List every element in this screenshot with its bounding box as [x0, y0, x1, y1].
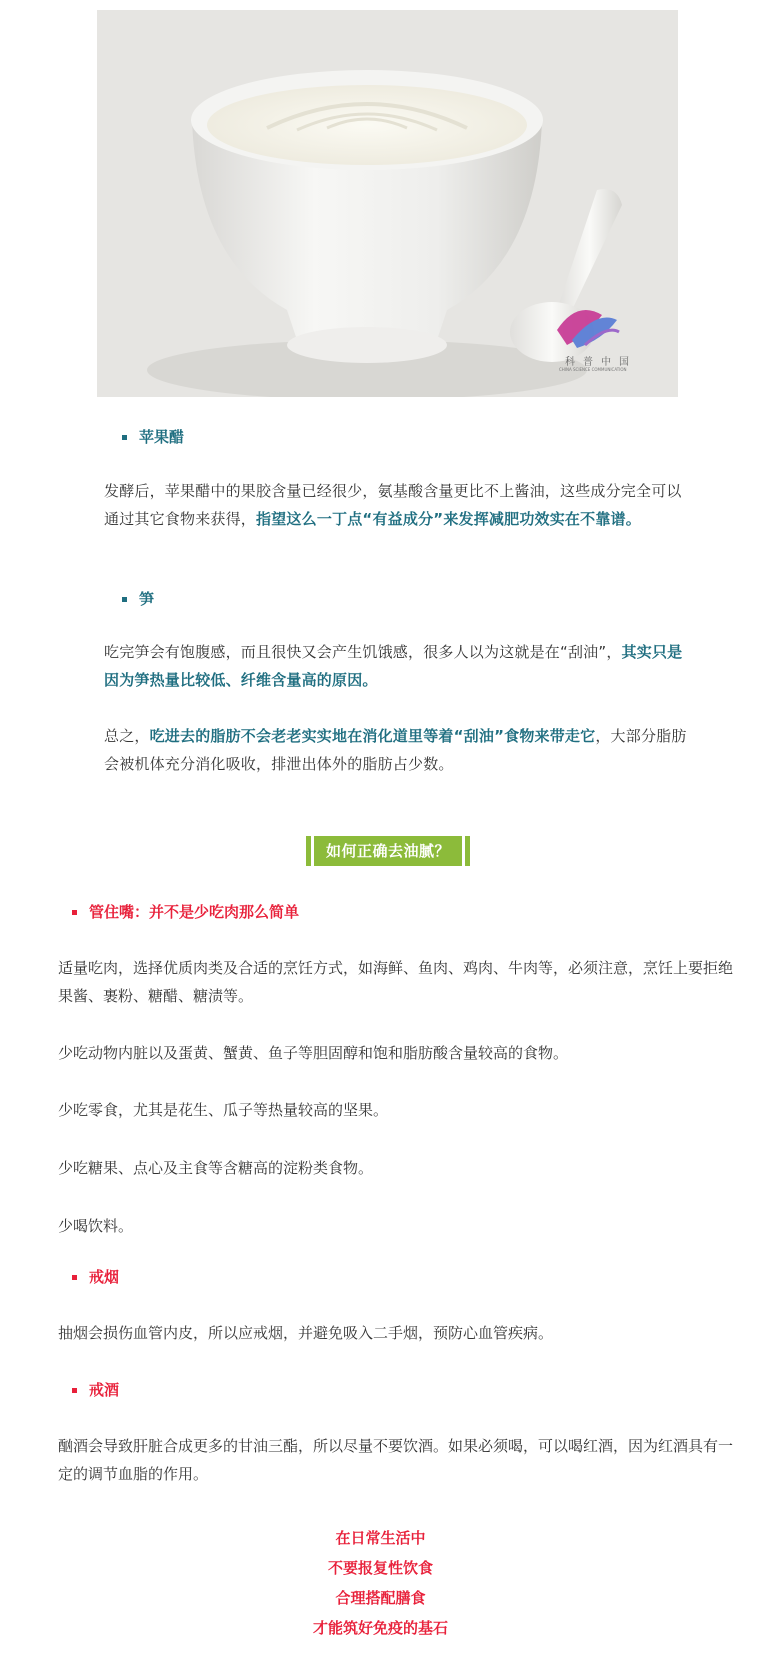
paragraph-bamboo-shoot [104, 638, 692, 694]
section-title: 如何正确去油腻？ [314, 836, 462, 866]
heading-apple-vinegar [122, 427, 184, 447]
bamboo-shoot-highlight: 其实只是因为笋热量比较低、纤维含量高的原因。 [104, 643, 683, 689]
bullet-square-icon [72, 910, 77, 915]
apple-vinegar-text: 发酵后，苹果醋中的果胶含量已经很少，氨基酸含量更比不上酱油，这些成分完全可以通过其它食物来获得， [104, 482, 682, 528]
heading-mouth-control-text: 管住嘴：并不是少吃肉那么简单 [89, 903, 300, 921]
paragraph-sugar: 少吃糖果、点心及主食等含糖高的淀粉类食物。 [58, 1159, 374, 1177]
closing-line-2: 不要报复性饮食 [327, 1559, 433, 1577]
summary-highlight: 吃进去的脂肪不会老老实实地在消化道里等着“刮油”食物来带走它 [149, 727, 596, 745]
watermark-text: 科普中国 [565, 357, 637, 368]
yogurt-bowl-image [97, 10, 678, 397]
bullet-square-icon [122, 435, 127, 440]
heading-apple-vinegar-text: 苹果醋 [139, 428, 185, 446]
closing-line-1: 在日常生活中 [335, 1529, 426, 1547]
summary-text-after: ，大部分脂肪会被机体充分消化吸收，排泄出体外的脂肪占少数。 [104, 727, 687, 773]
heading-quit-alcohol-text: 戒酒 [89, 1381, 120, 1399]
paragraph-organ-meat: 少吃动物内脏以及蛋黄、蟹黄、鱼子等胆固醇和饱和脂肪酸含量较高的食物。 [58, 1044, 569, 1062]
heading-bamboo-shoot-text: 笋 [139, 590, 155, 608]
bullet-square-icon [72, 1388, 77, 1393]
heading-bamboo-shoot [122, 589, 154, 609]
bullet-square-icon [72, 1275, 77, 1280]
heading-quit-alcohol [72, 1380, 119, 1400]
bamboo-shoot-text: 吃完笋会有饱腹感，而且很快又会产生饥饿感，很多人以为这就是在“刮油”， [104, 643, 622, 661]
bullet-square-icon [122, 597, 127, 602]
paragraph-alcohol: 酗酒会导致肝脏合成更多的甘油三酯，所以尽量不要饮酒。如果必须喝，可以喝红酒，因为红酒具有一定的调节血脂的作用。 [58, 1437, 734, 1483]
watermark-subtext: CHINA SCIENCE COMMUNICATION [559, 367, 627, 372]
paragraph-snacks: 少吃零食，尤其是花生、瓜子等热量较高的坚果。 [58, 1101, 389, 1119]
heading-mouth-control [72, 902, 299, 922]
summary-text-before: 总之， [104, 727, 150, 745]
closing-line-3: 合理搭配膳食 [335, 1589, 426, 1607]
paragraph-apple-vinegar [104, 477, 692, 533]
heading-quit-smoking [72, 1267, 119, 1287]
heading-quit-smoking-text: 戒烟 [89, 1268, 120, 1286]
paragraph-summary [104, 722, 692, 778]
paragraph-meat: 适量吃肉，选择优质肉类及合适的烹饪方式，如海鲜、鱼肉、鸡肉、牛肉等，必须注意，烹饪上要拒绝果酱、裹粉、糖醋、糖渍等。 [58, 959, 734, 1005]
paragraph-smoking: 抽烟会损伤血管内皮，所以应戒烟，并避免吸入二手烟，预防心血管疾病。 [58, 1324, 554, 1342]
paragraph-drinks: 少喝饮料。 [58, 1217, 134, 1235]
section-title-banner [306, 836, 470, 866]
closing-line-4: 才能筑好免疫的基石 [312, 1619, 448, 1637]
apple-vinegar-highlight: 指望这么一丁点“有益成分”来发挥减肥功效实在不靠谱。 [256, 510, 641, 528]
